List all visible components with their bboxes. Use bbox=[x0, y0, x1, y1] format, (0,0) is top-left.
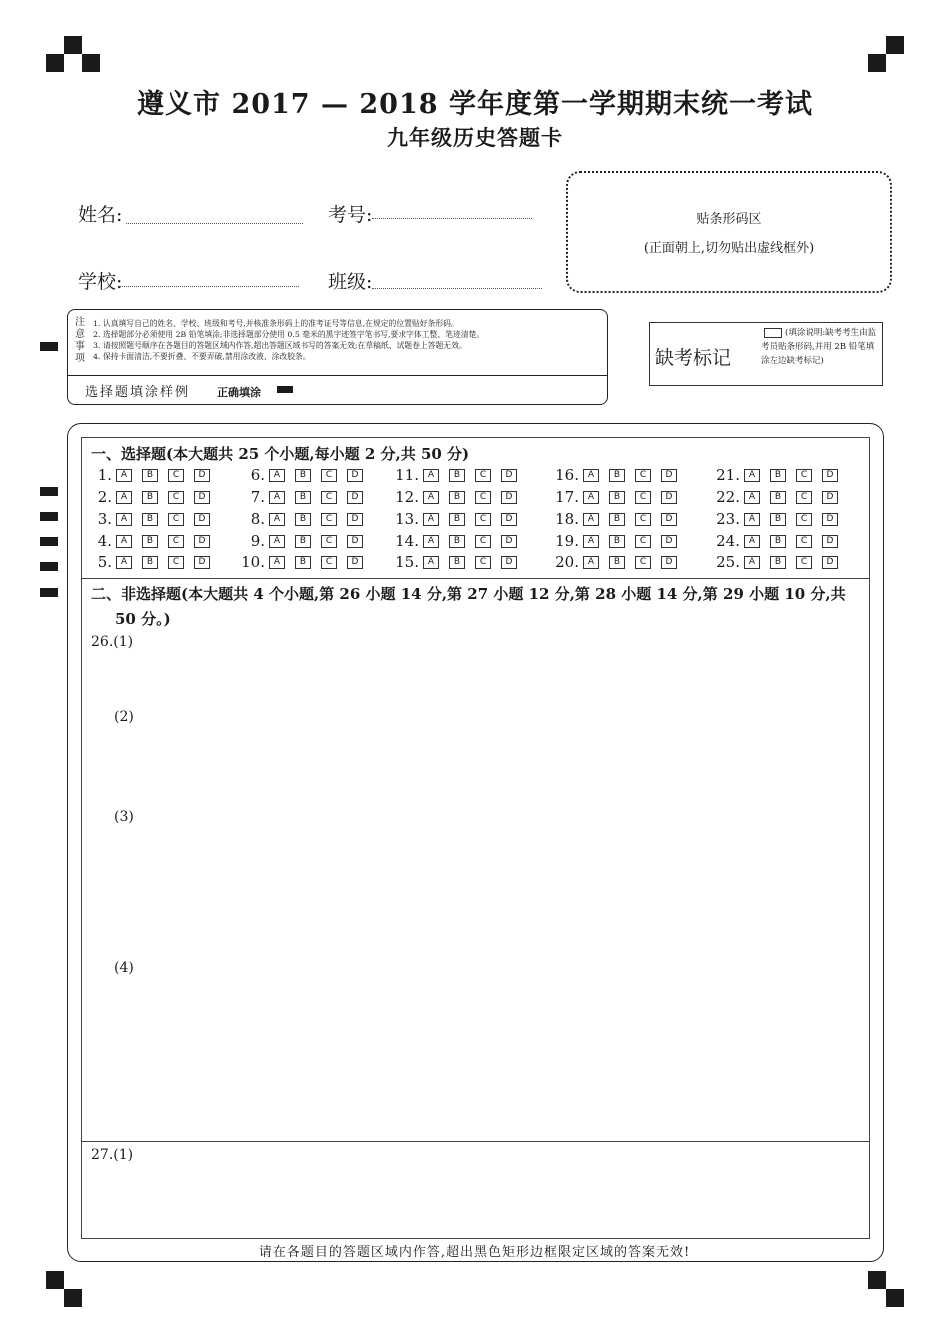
corner-mark-bottom-left-a bbox=[46, 1271, 64, 1289]
mc-option-bubble[interactable]: C bbox=[796, 491, 812, 504]
mc-option-bubble[interactable]: D bbox=[822, 535, 838, 548]
mc-option-bubble[interactable]: C bbox=[475, 469, 491, 482]
mc-question-number: 24. bbox=[716, 532, 740, 550]
mc-question bbox=[714, 532, 848, 550]
mc-question bbox=[86, 510, 220, 528]
mc-option-bubble[interactable]: A bbox=[116, 469, 132, 482]
class-field[interactable] bbox=[372, 288, 542, 289]
notice-item: 1. 认真填写自己的姓名、学校、班级和考号,并核准条形码上的准考证号等信息,在规定的位置贴好条形码。 bbox=[93, 319, 459, 328]
mc-option-bubble[interactable]: D bbox=[661, 513, 677, 526]
mc-question bbox=[239, 488, 373, 506]
mc-option-bubble[interactable]: D bbox=[661, 535, 677, 548]
mc-question-number: 18. bbox=[555, 510, 579, 528]
timing-mark bbox=[40, 562, 58, 571]
q26-part4: (4) bbox=[114, 960, 134, 976]
barcode-area[interactable] bbox=[566, 171, 892, 293]
mc-option-bubble[interactable]: B bbox=[449, 469, 465, 482]
mc-question-number: 15. bbox=[395, 553, 419, 571]
mc-question-number: 13. bbox=[395, 510, 419, 528]
mc-question-number: 1. bbox=[97, 466, 112, 484]
mc-option-bubble[interactable]: B bbox=[770, 556, 786, 569]
mc-option-bubble[interactable]: C bbox=[321, 513, 337, 526]
timing-mark bbox=[40, 487, 58, 496]
mc-option-bubble[interactable]: D bbox=[501, 535, 517, 548]
mc-option-bubble[interactable]: C bbox=[168, 491, 184, 504]
mc-option-bubble[interactable]: A bbox=[583, 556, 599, 569]
mc-option-bubble[interactable]: B bbox=[142, 556, 158, 569]
mc-option-bubble[interactable]: A bbox=[269, 491, 285, 504]
mc-option-bubble[interactable]: B bbox=[142, 513, 158, 526]
mc-option-bubble[interactable]: B bbox=[449, 556, 465, 569]
mc-question-number: 7. bbox=[250, 488, 265, 506]
mc-option-bubble[interactable]: A bbox=[744, 469, 760, 482]
mc-question-number: 17. bbox=[555, 488, 579, 506]
mc-question-number: 19. bbox=[555, 532, 579, 550]
mc-question bbox=[393, 488, 527, 506]
page-title: 遵义市 2017 — 2018 学年度第一学期期末统一考试 bbox=[137, 89, 813, 120]
corner-mark-bottom-right-a bbox=[868, 1271, 886, 1289]
mc-question bbox=[553, 488, 687, 506]
mc-option-bubble[interactable]: C bbox=[796, 556, 812, 569]
mc-option-bubble[interactable]: B bbox=[295, 556, 311, 569]
mc-option-bubble[interactable]: A bbox=[423, 535, 439, 548]
mc-option-bubble[interactable]: B bbox=[295, 535, 311, 548]
q27-part1: 27.(1) bbox=[91, 1147, 134, 1163]
mc-option-bubble[interactable]: B bbox=[609, 535, 625, 548]
mc-option-bubble[interactable]: B bbox=[609, 491, 625, 504]
mc-option-bubble[interactable]: C bbox=[635, 556, 651, 569]
mc-option-bubble[interactable]: D bbox=[661, 469, 677, 482]
mc-option-bubble[interactable]: B bbox=[449, 491, 465, 504]
mc-option-bubble[interactable]: D bbox=[822, 491, 838, 504]
notice-items bbox=[93, 318, 484, 362]
mc-option-bubble[interactable]: B bbox=[449, 535, 465, 548]
mc-question bbox=[86, 553, 220, 571]
mc-option-bubble[interactable]: C bbox=[635, 491, 651, 504]
mc-question-number: 2. bbox=[97, 488, 112, 506]
mc-question bbox=[714, 466, 848, 484]
mc-question-number: 3. bbox=[97, 510, 112, 528]
mc-option-bubble[interactable]: C bbox=[635, 513, 651, 526]
absent-box bbox=[649, 322, 883, 386]
mc-option-bubble[interactable]: C bbox=[168, 513, 184, 526]
mc-option-bubble[interactable]: B bbox=[609, 469, 625, 482]
fill-correct-label: 正确填涂 bbox=[217, 386, 261, 399]
mc-option-bubble[interactable]: D bbox=[347, 491, 363, 504]
mc-option-bubble[interactable]: D bbox=[501, 556, 517, 569]
mc-question-number: 12. bbox=[395, 488, 419, 506]
corner-mark-top-right-a bbox=[886, 36, 904, 54]
mc-option-bubble[interactable]: B bbox=[142, 491, 158, 504]
mc-question-number: 21. bbox=[716, 466, 740, 484]
mc-option-bubble[interactable]: B bbox=[770, 535, 786, 548]
exam-no-field[interactable] bbox=[372, 218, 532, 219]
mc-option-bubble[interactable]: B bbox=[449, 513, 465, 526]
section2-title-cont: 50 分。) bbox=[115, 610, 171, 628]
section-divider bbox=[81, 1141, 870, 1142]
mc-question-number: 5. bbox=[97, 553, 112, 571]
mc-option-bubble[interactable]: B bbox=[295, 491, 311, 504]
page-subtitle: 九年级历史答题卡 bbox=[387, 125, 563, 150]
mc-option-bubble[interactable]: A bbox=[744, 491, 760, 504]
mc-question-number: 10. bbox=[241, 553, 265, 571]
notice-box bbox=[67, 309, 608, 405]
mc-question bbox=[714, 553, 848, 571]
mc-option-bubble[interactable]: A bbox=[423, 513, 439, 526]
name-label: 姓名: bbox=[78, 204, 123, 226]
mc-option-bubble[interactable]: A bbox=[744, 535, 760, 548]
mc-question bbox=[239, 553, 373, 571]
mc-option-bubble[interactable]: A bbox=[423, 469, 439, 482]
mc-option-bubble[interactable]: A bbox=[583, 491, 599, 504]
q26-part3: (3) bbox=[114, 809, 134, 825]
mc-question bbox=[714, 510, 848, 528]
mc-option-bubble[interactable]: C bbox=[475, 491, 491, 504]
absent-label: 缺考标记 bbox=[655, 347, 732, 369]
mc-option-bubble[interactable]: C bbox=[635, 535, 651, 548]
mc-option-bubble[interactable]: C bbox=[168, 556, 184, 569]
footer-note: 请在各题目的答题区域内作答,超出黑色矩形边框限定区域的答案无效! bbox=[258, 1245, 691, 1260]
mc-option-bubble[interactable]: C bbox=[475, 556, 491, 569]
name-field[interactable] bbox=[126, 223, 303, 224]
mc-option-bubble[interactable]: D bbox=[347, 513, 363, 526]
notice-item: 2. 选择题部分必须使用 2B 铅笔填涂;非选择题部分使用 0.5 毫米的黑字迹签字笔书写,要求字体工整、笔迹清楚。 bbox=[93, 330, 485, 339]
mc-question-number: 11. bbox=[395, 466, 419, 484]
corner-mark-top-left-a bbox=[64, 36, 82, 54]
mc-option-bubble[interactable]: C bbox=[475, 535, 491, 548]
mc-question bbox=[239, 466, 373, 484]
corner-mark-bottom-right-b bbox=[886, 1289, 904, 1307]
mc-option-bubble[interactable]: C bbox=[796, 513, 812, 526]
notice-item: 4. 保持卡面清洁,不要折叠、不要弄破,禁用涂改液、涂改胶条。 bbox=[93, 352, 311, 361]
fill-correct-mark bbox=[277, 386, 293, 393]
mc-option-bubble[interactable]: D bbox=[822, 556, 838, 569]
fill-example-label: 选择题填涂样例 bbox=[85, 385, 191, 400]
q26-part1: 26.(1) bbox=[91, 634, 134, 650]
mc-question bbox=[553, 466, 687, 484]
mc-option-bubble[interactable]: D bbox=[661, 556, 677, 569]
mc-option-bubble[interactable]: D bbox=[194, 535, 210, 548]
mc-question bbox=[714, 488, 848, 506]
mc-option-bubble[interactable]: B bbox=[295, 469, 311, 482]
absent-checkbox[interactable] bbox=[764, 328, 782, 338]
mc-option-bubble[interactable]: D bbox=[501, 513, 517, 526]
mc-option-bubble[interactable]: A bbox=[423, 556, 439, 569]
mc-question-number: 14. bbox=[395, 532, 419, 550]
mc-option-bubble[interactable]: C bbox=[321, 469, 337, 482]
mc-option-bubble[interactable]: B bbox=[142, 469, 158, 482]
mc-option-bubble[interactable]: C bbox=[321, 556, 337, 569]
mc-option-bubble[interactable]: C bbox=[168, 535, 184, 548]
mc-option-bubble[interactable]: D bbox=[822, 469, 838, 482]
mc-question-number: 16. bbox=[555, 466, 579, 484]
section-divider bbox=[81, 578, 870, 579]
notice-divider bbox=[68, 375, 607, 376]
mc-option-bubble[interactable]: A bbox=[116, 535, 132, 548]
mc-question bbox=[86, 488, 220, 506]
mc-question-number: 8. bbox=[250, 510, 265, 528]
corner-mark-top-left-c bbox=[82, 54, 100, 72]
corner-mark-bottom-left-b bbox=[64, 1289, 82, 1307]
corner-mark-top-right-b bbox=[868, 54, 886, 72]
mc-question bbox=[86, 466, 220, 484]
mc-option-bubble[interactable]: C bbox=[475, 513, 491, 526]
mc-option-bubble[interactable]: D bbox=[347, 535, 363, 548]
mc-option-bubble[interactable]: D bbox=[661, 491, 677, 504]
mc-option-bubble[interactable]: A bbox=[269, 556, 285, 569]
mc-option-bubble[interactable]: B bbox=[770, 469, 786, 482]
mc-option-bubble[interactable]: D bbox=[347, 469, 363, 482]
timing-mark bbox=[40, 512, 58, 521]
school-label: 学校: bbox=[78, 271, 123, 293]
mc-option-bubble[interactable]: C bbox=[321, 491, 337, 504]
mc-question bbox=[553, 553, 687, 571]
barcode-hint: (正面朝上,切勿贴出虚线框外) bbox=[643, 241, 815, 256]
mc-option-bubble[interactable]: A bbox=[583, 469, 599, 482]
timing-mark bbox=[40, 342, 58, 351]
mc-question bbox=[393, 532, 527, 550]
mc-option-bubble[interactable]: A bbox=[116, 491, 132, 504]
mc-option-bubble[interactable]: B bbox=[770, 491, 786, 504]
mc-option-bubble[interactable]: D bbox=[194, 513, 210, 526]
mc-question-number: 20. bbox=[555, 553, 579, 571]
mc-option-bubble[interactable]: D bbox=[501, 491, 517, 504]
mc-option-bubble[interactable]: A bbox=[423, 491, 439, 504]
mc-question-number: 9. bbox=[250, 532, 265, 550]
mc-question bbox=[553, 532, 687, 550]
school-field[interactable] bbox=[119, 286, 299, 287]
mc-question bbox=[553, 510, 687, 528]
mc-question-number: 22. bbox=[716, 488, 740, 506]
mc-question bbox=[393, 553, 527, 571]
mc-option-bubble[interactable]: B bbox=[770, 513, 786, 526]
exam-no-label: 考号: bbox=[328, 204, 373, 226]
mc-question-number: 25. bbox=[716, 553, 740, 571]
corner-mark-top-left-b bbox=[46, 54, 64, 72]
notice-label: 注意事项 bbox=[75, 317, 85, 364]
mc-question bbox=[239, 532, 373, 550]
mc-option-bubble[interactable]: D bbox=[347, 556, 363, 569]
mc-option-bubble[interactable]: A bbox=[744, 513, 760, 526]
mc-option-bubble[interactable]: B bbox=[295, 513, 311, 526]
mc-question bbox=[393, 466, 527, 484]
mc-option-bubble[interactable]: C bbox=[635, 469, 651, 482]
notice-item: 3. 请按照题号顺序在各题目的答题区域内作答,超出答题区域书写的答案无效;在草稿纸、试题卷上答题无效。 bbox=[93, 341, 467, 350]
mc-option-bubble[interactable]: C bbox=[796, 535, 812, 548]
mc-option-bubble[interactable]: A bbox=[583, 513, 599, 526]
mc-option-bubble[interactable]: B bbox=[142, 535, 158, 548]
section1-title: 一、选择题(本大题共 25 个小题,每小题 2 分,共 50 分) bbox=[91, 445, 470, 463]
mc-option-bubble[interactable]: D bbox=[194, 469, 210, 482]
class-label: 班级: bbox=[328, 271, 373, 293]
mc-option-bubble[interactable]: C bbox=[796, 469, 812, 482]
mc-question bbox=[86, 532, 220, 550]
mc-option-bubble[interactable]: A bbox=[116, 556, 132, 569]
timing-mark bbox=[40, 537, 58, 546]
mc-question-number: 6. bbox=[250, 466, 265, 484]
mc-option-bubble[interactable]: A bbox=[269, 513, 285, 526]
mc-option-bubble[interactable]: A bbox=[583, 535, 599, 548]
mc-option-bubble[interactable]: D bbox=[194, 556, 210, 569]
mc-option-bubble[interactable]: A bbox=[269, 469, 285, 482]
mc-option-bubble[interactable]: A bbox=[116, 513, 132, 526]
q26-part2: (2) bbox=[114, 709, 134, 725]
timing-mark bbox=[40, 588, 58, 597]
mc-question bbox=[393, 510, 527, 528]
mc-option-bubble[interactable]: A bbox=[744, 556, 760, 569]
mc-option-bubble[interactable]: B bbox=[609, 556, 625, 569]
mc-option-bubble[interactable]: B bbox=[609, 513, 625, 526]
mc-option-bubble[interactable]: C bbox=[321, 535, 337, 548]
barcode-label: 贴条形码区 bbox=[696, 212, 762, 227]
absent-note: (填涂说明:缺考考生由监考员贴条形码,并用 2B 铅笔填涂左边缺考标记) bbox=[761, 328, 877, 366]
mc-option-bubble[interactable]: D bbox=[194, 491, 210, 504]
mc-question bbox=[239, 510, 373, 528]
mc-option-bubble[interactable]: A bbox=[269, 535, 285, 548]
mc-question-number: 23. bbox=[716, 510, 740, 528]
mc-question-number: 4. bbox=[97, 532, 112, 550]
section2-title: 二、非选择题(本大题共 4 个小题,第 26 小题 14 分,第 27 小题 12 分,第 28 小题 14 分,第 29 小题 10 分,共 bbox=[91, 585, 846, 603]
mc-option-bubble[interactable]: C bbox=[168, 469, 184, 482]
mc-option-bubble[interactable]: D bbox=[822, 513, 838, 526]
mc-option-bubble[interactable]: D bbox=[501, 469, 517, 482]
